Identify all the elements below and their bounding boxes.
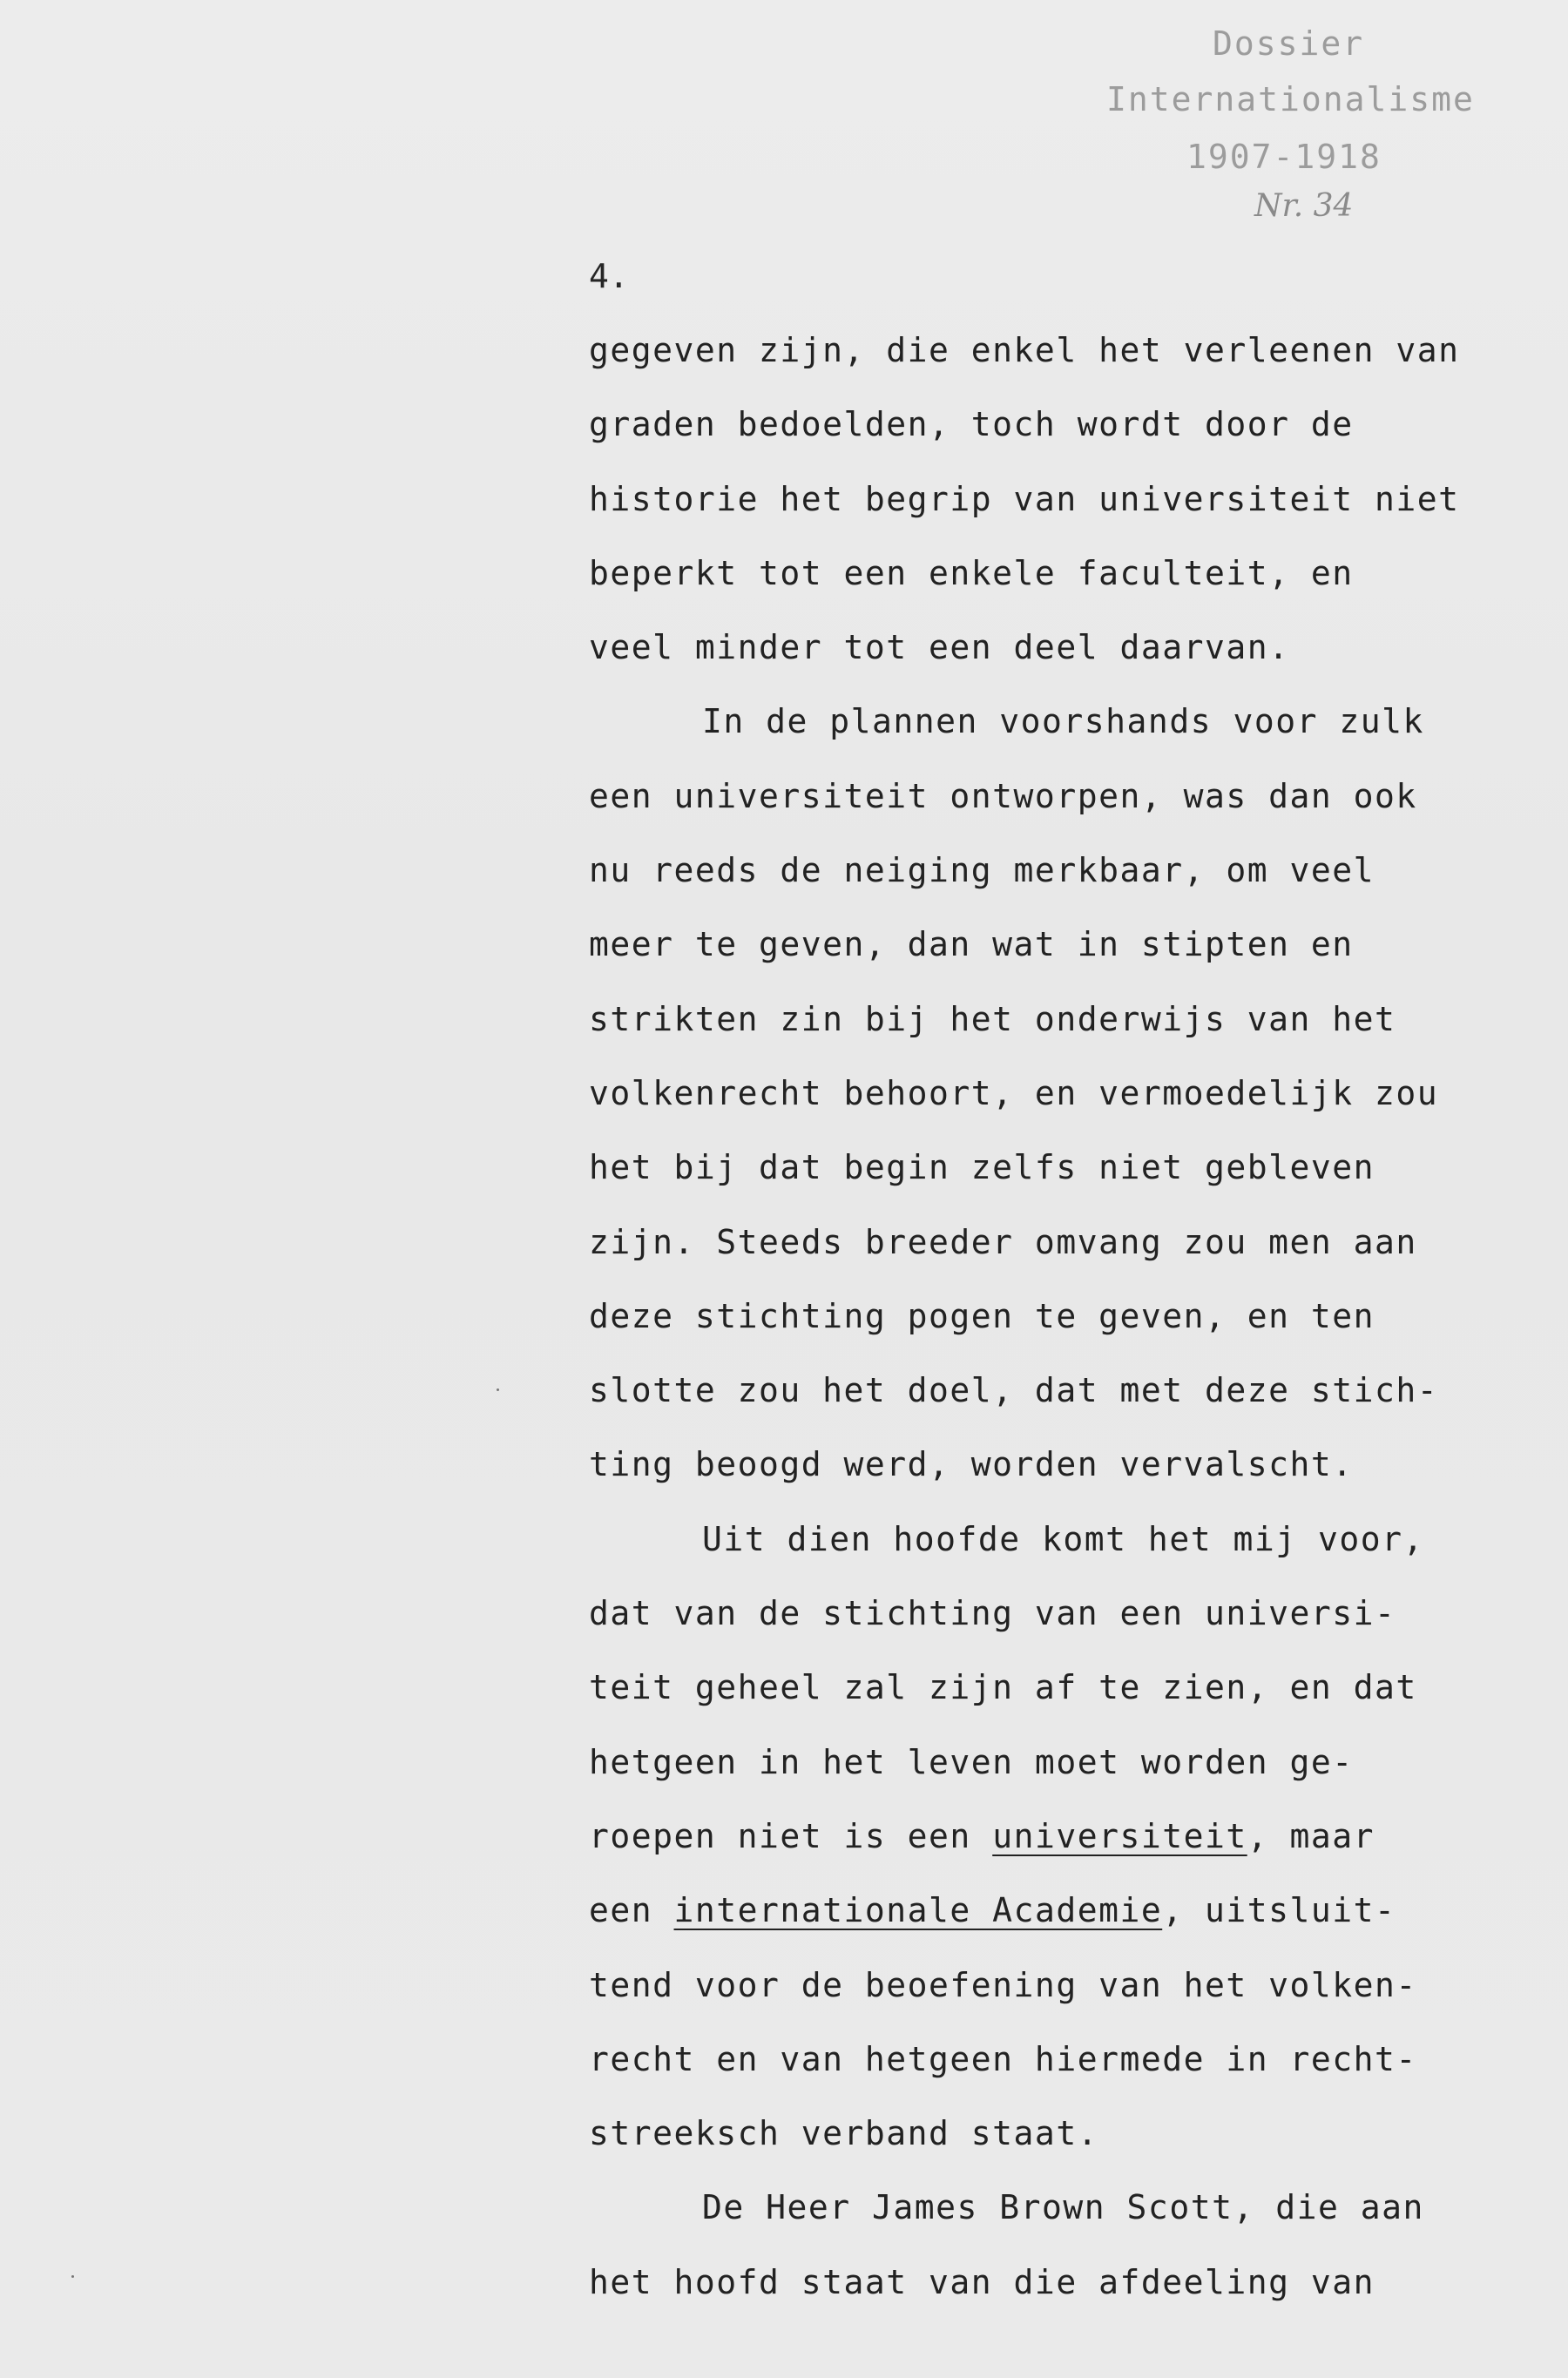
text-line: streeksch verband staat. — [589, 2114, 1099, 2153]
text-line: dat van de stichting van een universi- — [589, 1594, 1396, 1633]
text-line: deze stichting pogen te geven, en ten — [589, 1296, 1375, 1335]
paper-speck — [497, 1388, 499, 1391]
text-line: een universiteit ontworpen, was dan ook — [589, 776, 1417, 815]
text-line: slotte zou het doel, dat met deze stich- — [589, 1371, 1439, 1410]
text-line: teit geheel zal zijn af te zien, en dat — [589, 1668, 1417, 1707]
paragraph-start-line: Uit dien hoofde komt het mij voor, — [702, 1519, 1424, 1558]
paragraph-start-line: De Heer James Brown Scott, die aan — [702, 2188, 1424, 2227]
text-line: strikten zin bij het onderwijs van het — [589, 999, 1396, 1038]
text-line: een internationale Academie, uitsluit- — [589, 1891, 1396, 1930]
text-line: het hoofd staat van die afdeeling van — [589, 2262, 1375, 2301]
text-line: recht en van hetgeen hiermede in recht- — [589, 2039, 1417, 2078]
underlined-term: internationale Academie — [673, 1891, 1163, 1930]
archive-stamp-years: 1907-1918 — [1186, 138, 1382, 176]
handwritten-file-number: Nr. 34 — [1254, 188, 1354, 224]
text-line: het bij dat begin zelfs niet gebleven — [589, 1148, 1375, 1187]
archive-stamp-title: Dossier — [1213, 24, 1365, 63]
text-line: ting beoogd werd, worden vervalscht. — [589, 1445, 1354, 1484]
typed-body-text — [589, 324, 1460, 2330]
text-line: beperkt tot een enkele faculteit, en — [589, 553, 1354, 592]
text-line: nu reeds de neiging merkbaar, om veel — [589, 851, 1375, 890]
text-line: roepen niet is een universiteit, maar — [589, 1816, 1375, 1855]
text-line: hetgeen in het leven moet worden ge- — [589, 1742, 1354, 1781]
text-line: historie het begrip van universiteit niet — [589, 479, 1460, 518]
text-line: zijn. Steeds breeder omvang zou men aan — [589, 1222, 1417, 1261]
text-line: meer te geven, dan wat in stipten en — [589, 925, 1354, 964]
text-line: veel minder tot een deel daarvan. — [589, 628, 1290, 667]
paragraph-start-line: In de plannen voorshands voor zulk — [702, 702, 1424, 741]
text-line: graden bedoelden, toch wordt door de — [589, 405, 1354, 444]
text-line: volkenrecht behoort, en vermoedelijk zou — [589, 1073, 1439, 1112]
underlined-term: universiteit — [992, 1816, 1247, 1855]
text-line: gegeven zijn, die enkel het verleenen van — [589, 331, 1460, 369]
text-line: tend voor de beoefening van het volken- — [589, 1965, 1417, 2004]
paper-speck — [71, 2275, 74, 2278]
archive-stamp-subject: Internationalisme — [1106, 80, 1475, 118]
page-number: 4. — [589, 257, 629, 295]
